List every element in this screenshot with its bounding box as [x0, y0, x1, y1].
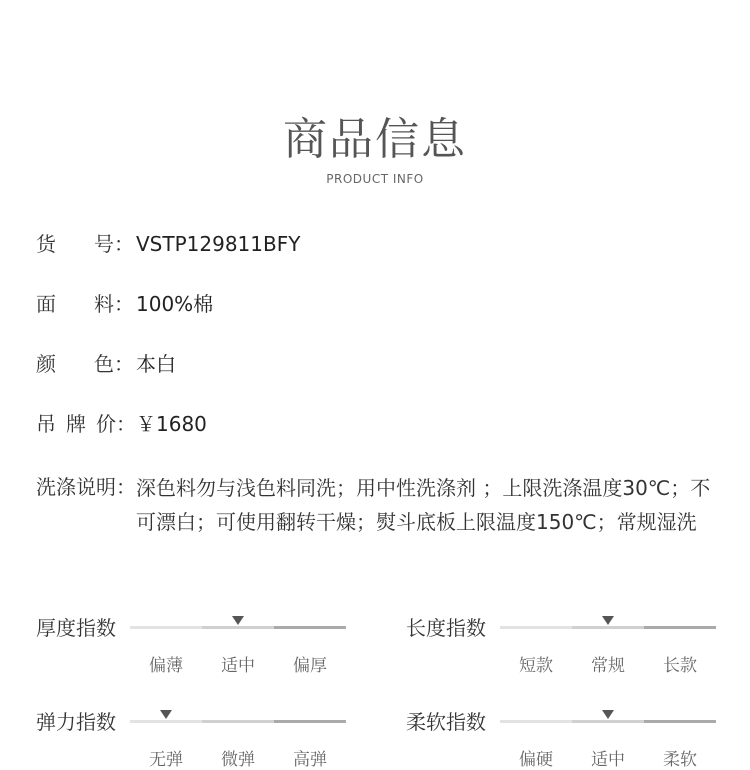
index-scale	[500, 720, 716, 770]
scale-segment	[572, 720, 644, 723]
scale-segment	[644, 720, 716, 723]
scale-segment	[202, 626, 274, 629]
scale-option-label: 适中	[591, 750, 625, 770]
sku-value: VSTP129811BFY	[136, 232, 301, 256]
fabric-label-char: 面	[36, 292, 56, 316]
selected-marker-icon	[602, 616, 614, 625]
color-label-char: 色：	[94, 352, 134, 376]
fabric-label-char: 料：	[94, 292, 134, 316]
color-label-char: 颜	[36, 352, 56, 376]
index-name: 厚度指数	[36, 616, 116, 640]
scale-segment	[130, 720, 202, 723]
scale-option-label: 无弹	[149, 750, 183, 770]
scale-segment	[500, 720, 572, 723]
page-subtitle: PRODUCT INFO	[326, 172, 424, 186]
scale-option-label: 高弹	[293, 750, 327, 770]
scale-segment	[130, 626, 202, 629]
scale-option-label: 适中	[221, 656, 255, 676]
wash-line: 深色料勿与浅色料同洗；用中性洗涤剂 ；上限洗涤温度30℃；不	[136, 476, 711, 500]
scale-segment	[274, 720, 346, 723]
selected-marker-icon	[602, 710, 614, 719]
selected-marker-icon	[160, 710, 172, 719]
scale-segment	[274, 626, 346, 629]
index-name: 长度指数	[406, 616, 486, 640]
price-label-char: 价：	[96, 412, 136, 436]
index-scale	[500, 626, 716, 676]
scale-segment	[500, 626, 572, 629]
page-title: 商品信息	[283, 114, 467, 165]
price-label-char: 牌	[66, 412, 86, 436]
scale-option-label: 偏硬	[519, 750, 553, 770]
index-name: 柔软指数	[406, 710, 486, 734]
scale-segment	[202, 720, 274, 723]
wash-label: 洗涤说明：	[36, 475, 136, 499]
fabric-value: 100%棉	[136, 292, 214, 316]
scale-option-label: 长款	[663, 656, 697, 676]
scale-option-label: 短款	[519, 656, 553, 676]
color-value: 本白	[136, 352, 176, 376]
index-scale	[130, 720, 346, 770]
scale-option-label: 偏厚	[293, 656, 327, 676]
scale-option-label: 微弹	[221, 750, 255, 770]
index-name: 弹力指数	[36, 710, 116, 734]
wash-line: 可漂白；可使用翻转干燥；熨斗底板上限温度150℃；常规湿洗	[136, 510, 697, 534]
scale-option-label: 常规	[591, 656, 625, 676]
scale-option-label: 柔软	[663, 750, 697, 770]
selected-marker-icon	[232, 616, 244, 625]
wash-instructions	[136, 471, 716, 539]
scale-option-label: 偏薄	[149, 656, 183, 676]
index-scale	[130, 626, 346, 676]
scale-segment	[644, 626, 716, 629]
sku-label-char: 货	[36, 232, 56, 256]
price-label-char: 吊	[36, 412, 56, 436]
sku-label-char: 号：	[94, 232, 134, 256]
price-value: ￥1680	[136, 412, 207, 436]
scale-segment	[572, 626, 644, 629]
